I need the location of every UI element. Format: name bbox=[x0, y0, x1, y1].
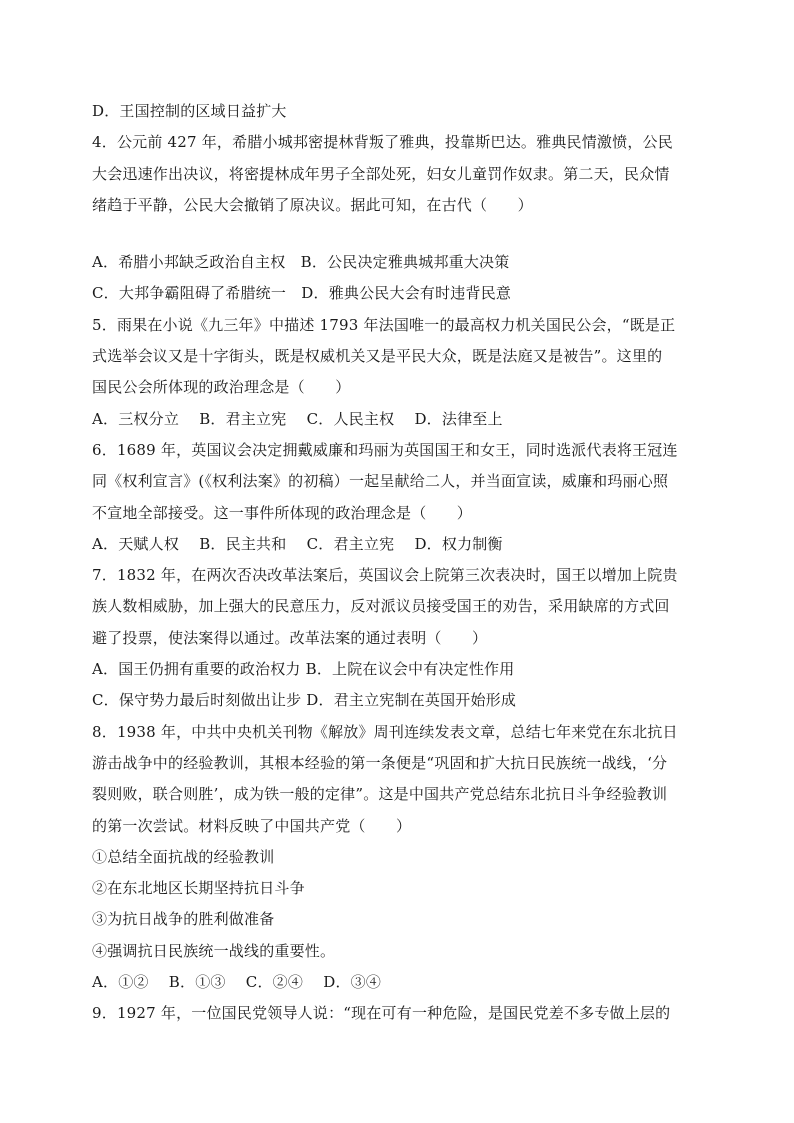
question-7-line-1: 7．1832 年，在两次否决改革法案后，英国议会上院第三次表决时，国王以增加上院贵 bbox=[92, 566, 678, 585]
blank-gap bbox=[92, 221, 704, 247]
question-5-line-3: 国民公会所体现的政治理念是（ ） bbox=[92, 378, 351, 397]
question-4-options-ab: A．希腊小邦缺乏政治自主权 B．公民决定雅典城邦重大决策 bbox=[92, 253, 510, 272]
option-d-q3: D．王国控制的区域日益扩大 bbox=[92, 102, 287, 120]
question-6-line-2: 同《权利宣言》(《权利法案》的初稿）一起呈献给二人，并当面宣读，威廉和玛丽心照 bbox=[92, 472, 669, 491]
question-5-line-1: 5．雨果在小说《九三年》中描述 1793 年法国唯一的最高权力机关国民公会，“既是正 bbox=[92, 315, 676, 334]
question-6-line-1: 6．1689 年，英国议会决定拥戴威廉和玛丽为英国国王和女王，同时选派代表将王冠连 bbox=[92, 440, 678, 459]
question-7-options-ab: A．国王仍拥有重要的政治权力 B．上院在议会中有决定性作用 bbox=[92, 660, 515, 679]
question-8-line-1: 8．1938 年，中共中央机关刊物《解放》周刊连续发表文章，总结七年来党在东北抗日 bbox=[92, 722, 678, 741]
question-8-line-4: 的第一次尝试。材料反映了中国共产党（ ） bbox=[92, 816, 412, 835]
question-4-line-1: 4．公元前 427 年，希腊小城邦密提林背叛了雅典，投靠斯巴达。雅典民情激愤，公民 bbox=[92, 133, 673, 152]
question-8-item-4: ④强调抗日民族统一战线的重要性。 bbox=[92, 941, 336, 960]
question-4-line-3: 绪趋于平静，公民大会撤销了原决议。据此可知，在古代（ ） bbox=[92, 195, 533, 214]
question-7-line-3: 避了投票，使法案得以通过。改革法案的通过表明（ ） bbox=[92, 628, 488, 647]
question-4-line-2: 大会迅速作出决议，将密提林成年男子全部处死，妇女儿童罚作奴隶。第二天，民众情 bbox=[92, 164, 670, 183]
question-8-line-3: 裂则败，联合则胜’，成为铁一般的定律”。这是中国共产党总结东北抗日斗争经验教训 bbox=[92, 785, 668, 804]
question-8-item-1: ①总结全面抗战的经验教训 bbox=[92, 847, 275, 866]
question-6-line-3: 不宣地全部接受。这一事件所体现的政治理念是（ ） bbox=[92, 503, 473, 522]
question-9-line-1: 9．1927 年，一位国民党领导人说：“现在可有一种危险，是国民党差不多专做上层的 bbox=[92, 1004, 671, 1023]
question-8-options: A．①② B．①③ C．②④ D．③④ bbox=[92, 973, 382, 992]
question-8-line-2: 游击战争中的经验教训，其根本经验的第一条便是“巩固和扩大抗日民族统一战线，‘分 bbox=[92, 753, 668, 772]
question-5-options: A．三权分立 B．君主立宪 C．人民主权 D．法律至上 bbox=[92, 409, 503, 428]
question-8-item-2: ②在东北地区长期坚持抗日斗争 bbox=[92, 879, 305, 898]
question-7-line-2: 族人数相威胁，加上强大的民意压力，反对派议员接受国王的劝告，采用缺席的方式回 bbox=[92, 597, 670, 616]
question-5-line-2: 式选举会议又是十字街头，既是权威机关又是平民大众，既是法庭又是被告”。这里的 bbox=[92, 347, 663, 366]
document-page bbox=[92, 96, 704, 1030]
question-8-item-3: ③为抗日战争的胜利做准备 bbox=[92, 910, 275, 929]
question-4-options-cd: C．大邦争霸阻碍了希腊统一 D．雅典公民大会有时违背民意 bbox=[92, 284, 512, 303]
question-6-options: A．天赋人权 B．民主共和 C．君主立宪 D．权力制衡 bbox=[92, 534, 503, 553]
question-7-options-cd: C．保守势力最后时刻做出让步 D．君主立宪制在英国开始形成 bbox=[92, 691, 517, 710]
